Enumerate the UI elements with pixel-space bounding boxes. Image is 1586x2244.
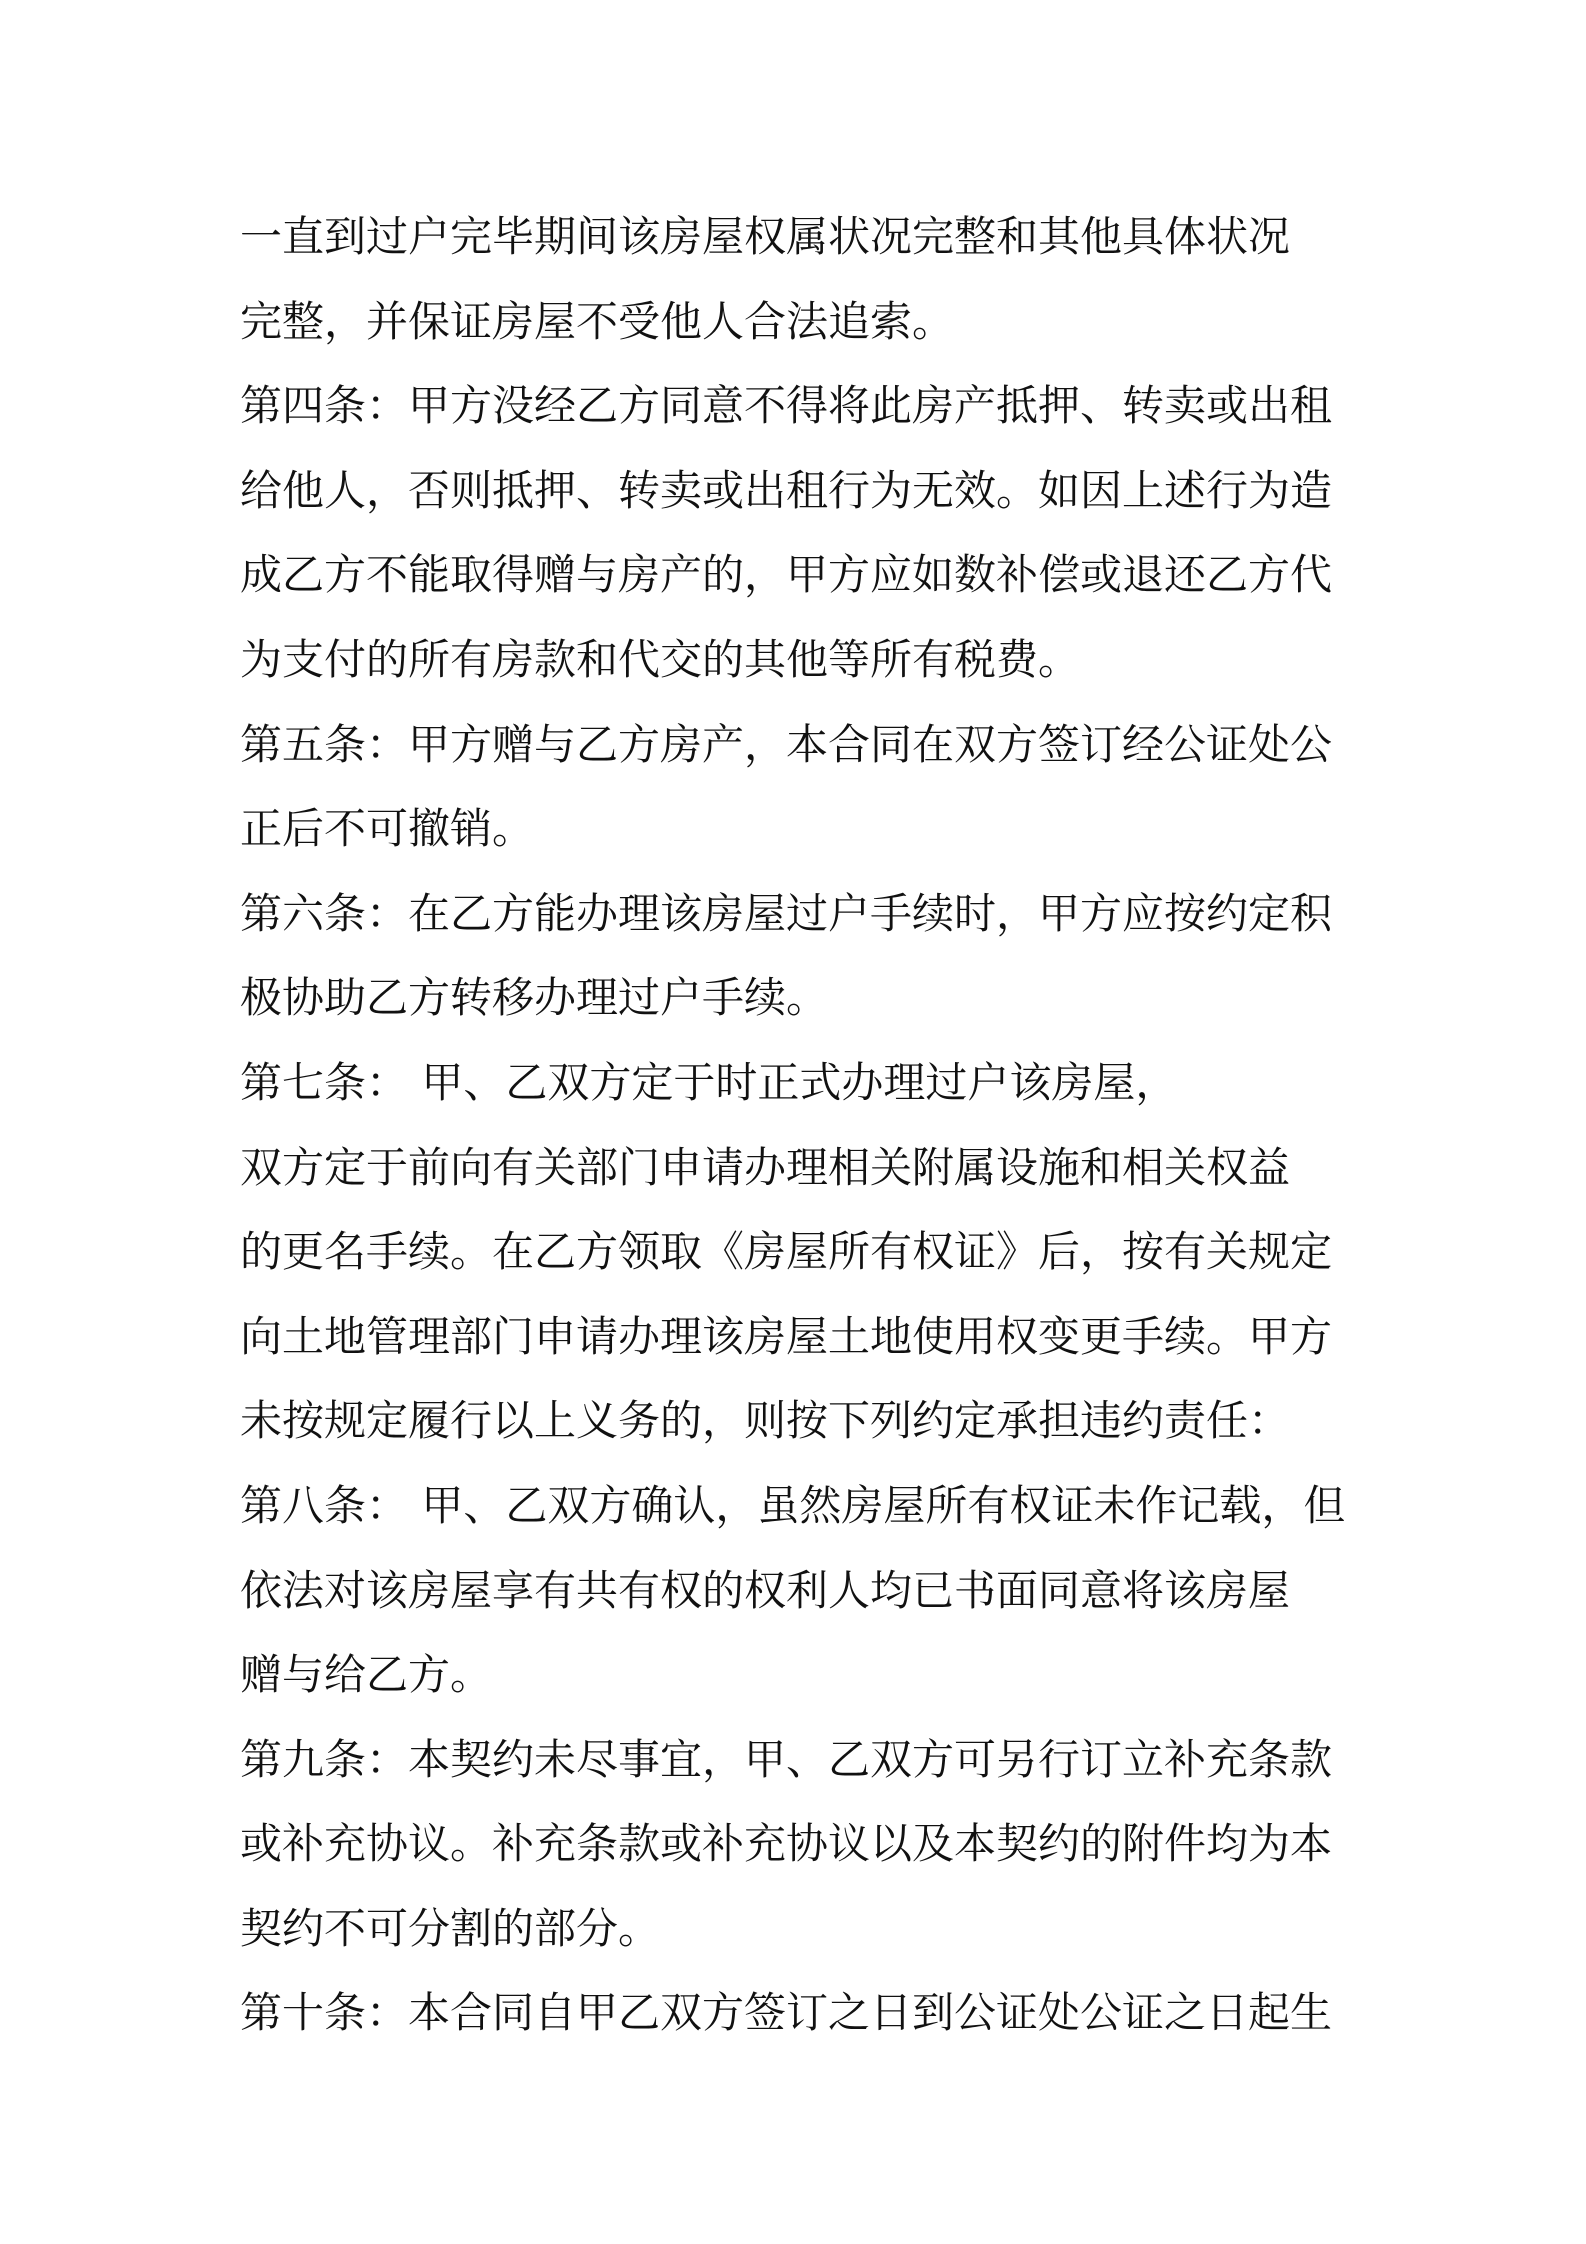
text-line: 完整，并保证房屋不受他人合法追索。 — [240, 296, 955, 346]
text-line: 为支付的所有房款和代交的其他等所有税费。 — [240, 634, 1081, 684]
article-7-line: 第七条： 甲、乙双方定于时正式办理过户该房屋， — [240, 1057, 1178, 1107]
text-line: 赠与给乙方。 — [240, 1650, 493, 1700]
text-line: 一直到过户完毕期间该房屋权属状况完整和其他具体状况 — [240, 212, 1291, 261]
text-line: 未按规定履行以上义务的，则按下列约定承担违约责任： — [240, 1396, 1291, 1446]
text-line: 极协助乙方转移办理过户手续。 — [240, 973, 829, 1023]
contract-text — [240, 195, 1360, 2056]
article-9-line: 第九条：本契约未尽事宜，甲、乙双方可另行订立补充条款 — [240, 1734, 1333, 1784]
text-line: 向土地管理部门申请办理该房屋土地使用权变更手续。甲方 — [240, 1311, 1333, 1361]
article-6-line: 第六条：在乙方能办理该房屋过户手续时，甲方应按约定积 — [240, 888, 1333, 938]
text-line: 契约不可分割的部分。 — [240, 1903, 661, 1953]
text-line: 双方定于前向有关部门申请办理相关附属设施和相关权益 — [240, 1142, 1291, 1192]
text-line: 正后不可撤销。 — [240, 804, 535, 854]
text-line: 给他人，否则抵押、转卖或出租行为无效。如因上述行为造 — [240, 465, 1333, 515]
text-line: 或补充协议。补充条款或补充协议以及本契约的附件均为本 — [240, 1819, 1333, 1869]
article-10-line: 第十条：本合同自甲乙双方签订之日到公证处公证之日起生 — [240, 1988, 1333, 2038]
article-4-line: 第四条：甲方没经乙方同意不得将此房产抵押、转卖或出租 — [240, 381, 1333, 431]
text-line: 的更名手续。在乙方领取《房屋所有权证》后，按有关规定 — [240, 1227, 1333, 1277]
text-line: 成乙方不能取得赠与房产的，甲方应如数补偿或退还乙方代 — [240, 550, 1333, 600]
text-line: 依法对该房屋享有共有权的权利人均已书面同意将该房屋 — [240, 1565, 1291, 1615]
article-8-line: 第八条： 甲、乙双方确认，虽然房屋所有权证未作记载，但 — [240, 1480, 1346, 1530]
article-5-line: 第五条：甲方赠与乙方房产，本合同在双方签订经公证处公 — [240, 719, 1333, 769]
